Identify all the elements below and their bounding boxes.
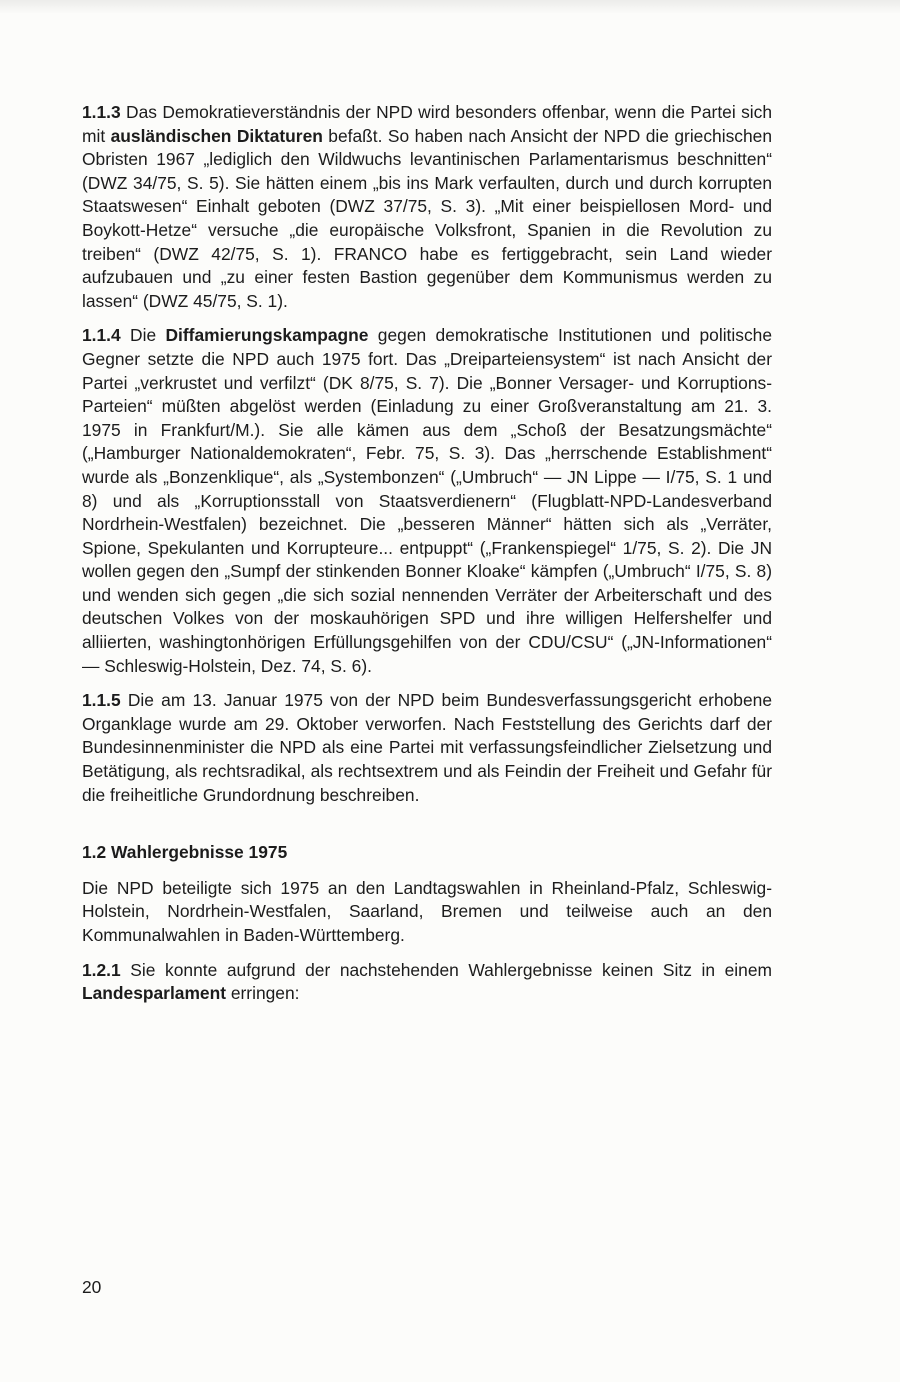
section-1-2-1 (82, 959, 772, 1006)
paragraph-text: Die am 13. Januar 1975 von der NPD beim Bundesverfassungsgericht erhobene Organklage wurde am 29. Oktober verworfen. Nach Feststellung des Gerichts darf der Bundesinnenminister die NPD als eine Partei mit verfassungsfeindlicher Zielsetzung und Betätigung, als rechtsradikal, als rechtsextrem und als Feindin der Freiheit und Gefahr für die freiheitliche Grundordnung beschreiben. (82, 690, 772, 805)
paragraph-text: Das Demokratieverständnis der NPD wird besonders offenbar, wenn die Partei sich mit (82, 102, 772, 146)
section-number: 1.2.1 (82, 959, 121, 980)
paragraph-text: befaßt. So haben nach Ansicht der NPD die griechischen Obristen 1967 „lediglich den Wildwuchs levantinischen Parlamentarismus beschnitten“ (DWZ 34/75, S. 5). Sie hätten einem „bis ins Mark verfaulten, durch und durch korrupten Staatswesen“ Einhalt geboten (DWZ 37/75, S. 3). „Mit einer beispiellosen Mord- und Boykott-Hetze“ versuche „die europäische Volksfront, Spanien in die Revolution zu treiben“ (DWZ 42/75, S. 1). FRANCO habe es fertiggebracht, sein Land wieder aufzubauen und „zu einer festen Bastion gegenüber dem Kommunismus werden zu lassen“ (DWZ 45/75, S. 1). (82, 125, 772, 311)
section-1-1-3 (82, 101, 772, 313)
paragraph-text: Sie konnte aufgrund der nachstehenden Wahlergebnisse keinen Sitz in einem (120, 959, 772, 980)
page-number: 20 (82, 1277, 102, 1297)
section-1-2-intro (82, 877, 772, 948)
paragraph-text: Die (120, 325, 166, 346)
section-number: 1.1.3 (82, 102, 121, 122)
emphasis-text: Landesparlament (82, 983, 226, 1004)
paragraph-text: erringen: (226, 983, 300, 1004)
section-number: 1.1.4 (82, 325, 121, 346)
paragraph-text: Die NPD beteiligte sich 1975 an den Landtagswahlen in Rheinland-Pfalz, Schleswig-Holstein, Nordrhein-Westfalen, Saarland, Bremen und teilweise auch an den Kommunalwahlen in Baden-Württemberg. (82, 877, 772, 945)
document-page (82, 101, 772, 1006)
page-top-edge (0, 0, 900, 14)
section-number: 1.1.5 (82, 690, 121, 711)
section-1-1-5 (82, 689, 772, 807)
section-heading-1-2: 1.2 Wahlergebnisse 1975 (82, 842, 288, 863)
emphasis-text: Diffamierungskampagne (165, 325, 369, 346)
section-1-1-4 (82, 324, 772, 678)
paragraph-text: gegen demokratische Institutionen und politische Gegner setzte die NPD auch 1975 fort. Das „Dreiparteiensystem“ ist nach Ansicht der Partei „verkrustet und verfilzt“ (DK 8/75, S. 7). Die „Bonner Versager- und Korruptions-Parteien“ müßten abgelöst werden (Einladung zu einer Großveranstaltung am 21. 3. 1975 in Frankfurt/M.). Sie alle kämen aus dem „Schoß der Besatzungsmächte“ („Hamburger Nationaldemokraten“, Febr. 75, S. 3). Das „herrschende Establishment“ wurde als „Bonzenklique“, als „Systembonzen“ („Umbruch“ — JN Lippe — I/75, S. 1 und 8) und als „Korruptionsstall von Staatsverdienern“ (Flugblatt-NPD-Landesverband Nordrhein-Westfalen) bezeichnet. Die „besseren Männer“ hätten sich als „Verräter, Spione, Spekulanten und Korrupteure... entpuppt“ („Frankenspiegel“ 1/75, S. 2). Die JN wollen gegen den „Sumpf der stinkenden Bonner Kloake“ kämpfen („Umbruch“ I/75, S. 8) und wenden sich gegen „die sich sozial nennenden Verräter der Arbeiterschaft und des deutschen Volkes von der moskauhörigen SPD und ihre willigen Helfershelfer und alliierten, washingtonhörigen Erfüllungsgehilfen von der CDU/CSU“ („JN-Informationen“ — Schleswig-Holstein, Dez. 74, S. 6). (82, 325, 772, 676)
emphasis-text: ausländischen Diktaturen (110, 125, 323, 146)
